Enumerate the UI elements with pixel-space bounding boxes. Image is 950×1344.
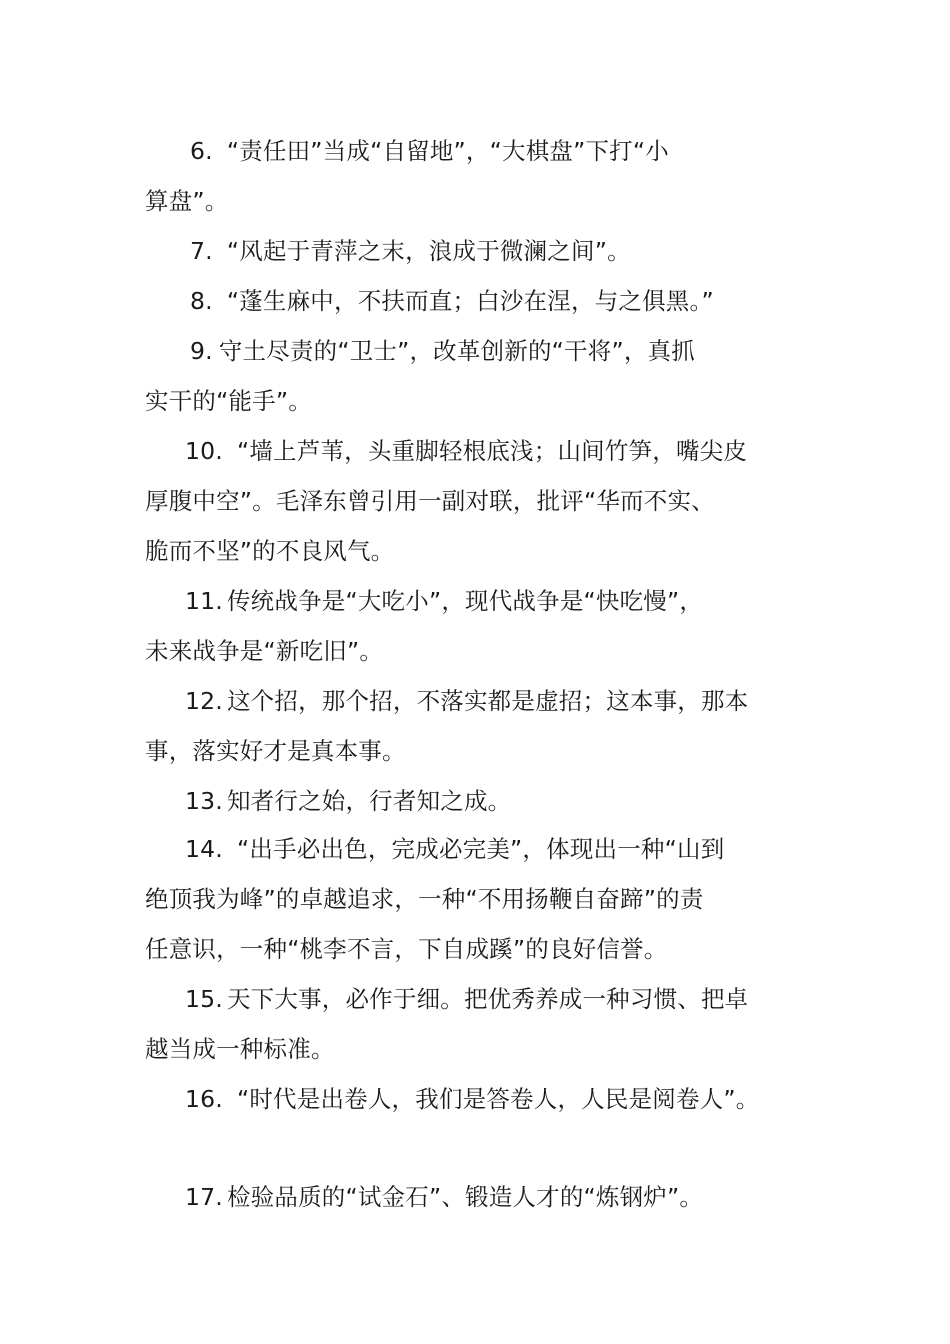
item-text: “风起于青萍之末，浪成于微澜之间”。: [226, 237, 631, 265]
list-item-8-line-1: [190, 281, 714, 321]
item-text: 天下大事，必作于细。把优秀养成一种习惯、把卓: [226, 985, 749, 1013]
item-text: 知者行之始，行者知之成。: [226, 787, 512, 815]
list-item-14-line-1: [185, 829, 724, 869]
item-text: “责任田”当成“自留地”，“大棋盘”下打“小: [226, 137, 669, 165]
item-number: 15.: [185, 985, 223, 1013]
list-item-16-line-1: [185, 1079, 759, 1119]
list-item-6-line-2: [145, 181, 228, 221]
item-text: 绝顶我为峰”的卓越追求，一种“不用扬鞭自奋蹄”的责: [145, 885, 704, 913]
list-item-12-line-2: [145, 731, 406, 771]
list-item-15-line-2: [145, 1029, 335, 1069]
item-number: 8.: [190, 287, 213, 315]
item-number: 11.: [185, 587, 223, 615]
item-text: “蓬生麻中，不扶而直；白沙在涅，与之俱黑。”: [226, 287, 714, 315]
item-number: 10.: [185, 437, 223, 465]
item-number: 9.: [190, 337, 213, 365]
list-item-10-line-3: [145, 531, 394, 571]
list-item-11-line-2: [145, 631, 383, 671]
item-text: “墙上芦苇，头重脚轻根底浅；山间竹笋，嘴尖皮: [236, 437, 748, 465]
item-text: 脆而不坚”的不良风气。: [145, 537, 395, 565]
list-item-10-line-2: [145, 481, 715, 521]
list-item-15-line-1: [185, 979, 748, 1019]
list-item-10-line-1: [185, 431, 747, 471]
item-text: 检验品质的“试金石”、锻造人才的“炼钢炉”。: [226, 1183, 704, 1211]
list-item-14-line-2: [145, 879, 704, 919]
list-item-9-line-1: [190, 331, 695, 371]
item-text: 算盘”。: [145, 187, 229, 215]
item-text: 事，落实好才是真本事。: [145, 737, 406, 765]
item-text: 传统战争是“大吃小”，现代战争是“快吃慢”，: [226, 587, 704, 615]
item-text: “出手必出色，完成必完美”，体现出一种“山到: [236, 835, 725, 863]
item-text: 这个招，那个招，不落实都是虚招；这本事，那本: [226, 687, 749, 715]
item-text: 实干的“能手”。: [145, 387, 312, 415]
item-number: 14.: [185, 835, 223, 863]
list-item-7-line-1: [190, 231, 631, 271]
list-item-14-line-3: [145, 929, 667, 969]
item-number: 13.: [185, 787, 223, 815]
list-item-11-line-1: [185, 581, 703, 621]
list-item-13-line-1: [185, 781, 511, 821]
item-text: 越当成一种标准。: [145, 1035, 335, 1063]
item-text: 守土尽责的“卫士”，改革创新的“干将”，真抓: [218, 337, 695, 365]
item-number: 17.: [185, 1183, 223, 1211]
list-item-9-line-2: [145, 381, 312, 421]
item-number: 12.: [185, 687, 223, 715]
item-text: “时代是出卷人，我们是答卷人，人民是阅卷人”。: [236, 1085, 760, 1113]
item-text: 任意识，一种“桃李不言，下自成蹊”的良好信誉。: [145, 935, 668, 963]
list-item-6-line-1: [190, 131, 669, 171]
list-item-12-line-1: [185, 681, 748, 721]
list-item-17-line-1: [185, 1177, 703, 1217]
item-text: 未来战争是“新吃旧”。: [145, 637, 384, 665]
item-number: 16.: [185, 1085, 223, 1113]
item-number: 6.: [190, 137, 213, 165]
item-number: 7.: [190, 237, 213, 265]
item-text: 厚腹中空”。毛泽东曾引用一副对联，批评“华而不实、: [145, 487, 715, 515]
